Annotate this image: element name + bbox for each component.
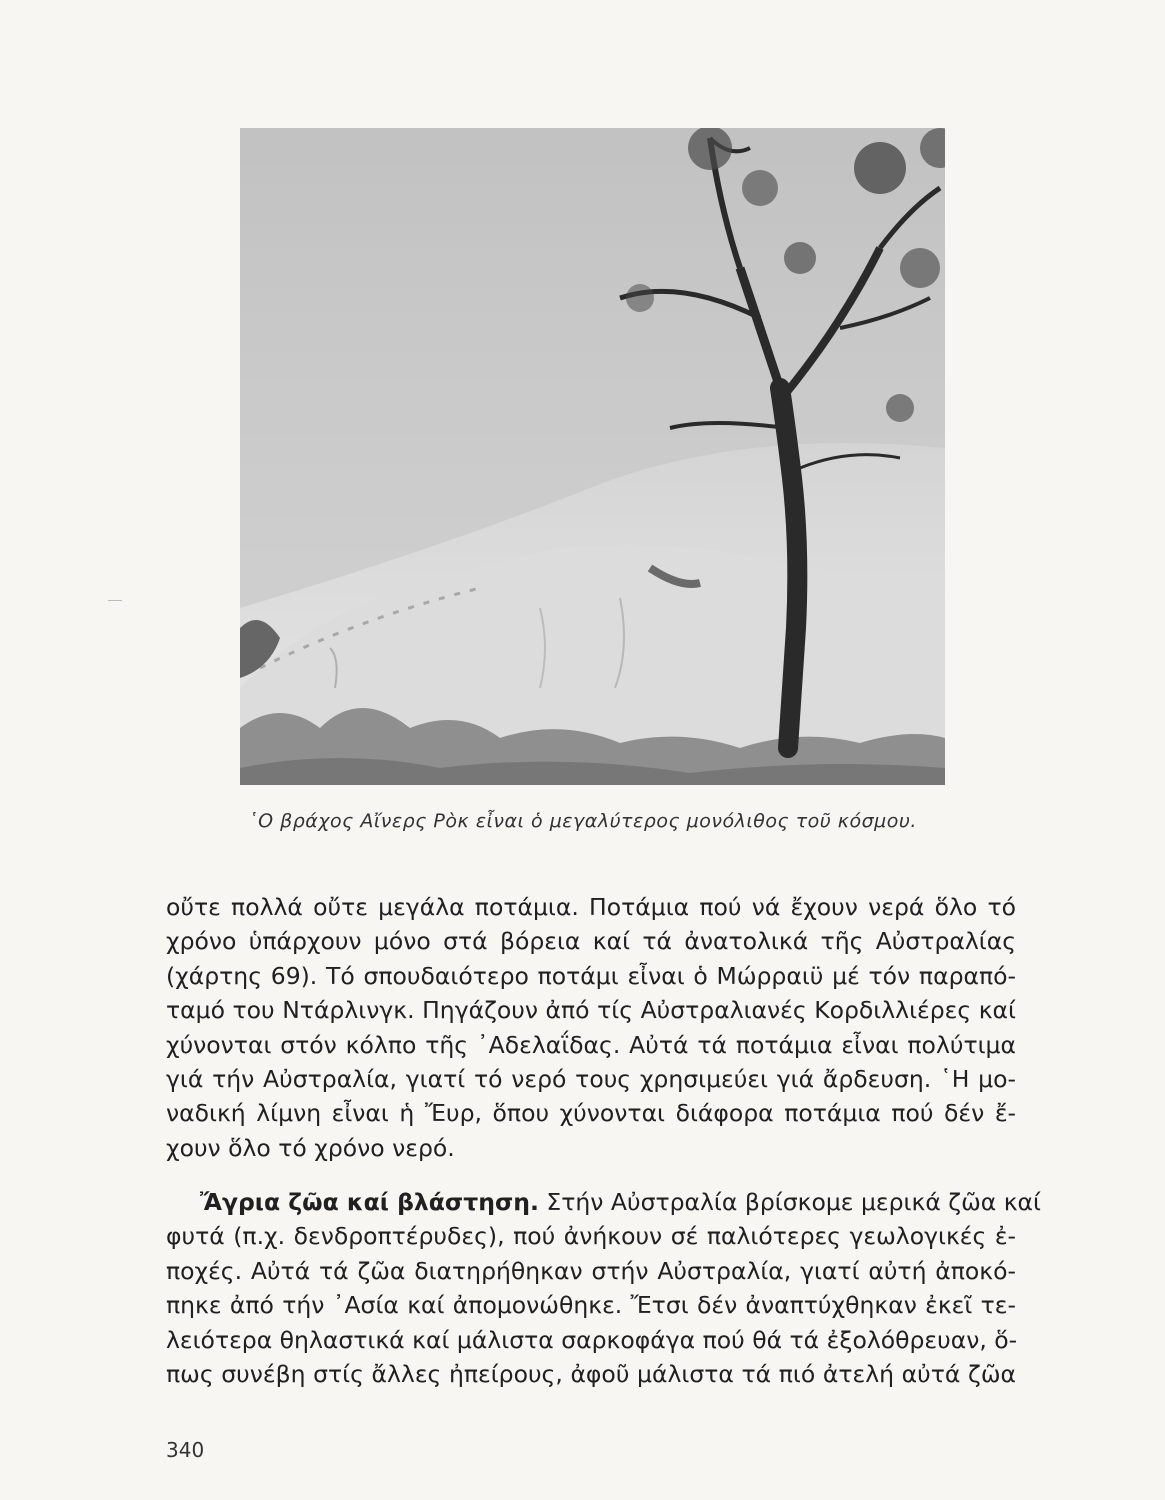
text-line [166,1185,1041,1219]
text-line: χύνονται στόν κόλπο τῆς ᾽Αδελαΐδας. Αὐτά τά ποτάμια εἶναι πολύτιμα [166,1030,1016,1059]
text-line: ποχές. Αὐτά τά ζῶα διατηρήθηκαν στήν Αὐστραλία, γιατί αὐτή ἀποκό- [166,1256,1016,1285]
photo-rock-tree-icon [240,128,945,785]
photo-caption: ῾Ο βράχος Αἴνερς Ρὸκ εἶναι ὁ μεγαλύτερος μονόλιθος τοῦ κόσμου. [248,810,917,832]
text-line: οὔτε πολλά οὔτε μεγάλα ποτάμια. Ποτάμια πού νά ἔχουν νερά ὅλο τό [166,893,1016,921]
text-line: ταμό του Ντάρλινγκ. Πηγάζουν ἀπό τίς Αὐστραλιανές Κορδιλλιέρες καί [166,996,1016,1025]
photograph [240,128,945,785]
paragraph-wildlife [166,1185,1041,1391]
text-line: (χάρτης 69). Τό σπουδαιότερο ποτάμι εἶναι ὁ Μώρραιϋ μέ τόν παραπό- [166,961,1016,990]
text-line: χουν ὅλο τό χρόνο νερό. [166,1133,455,1162]
margin-mark [108,600,122,601]
text-line: χρόνο ὑπάρχουν μόνο στά βόρεια καί τά ἀνατολικά τῆς Αὐστραλίας [166,927,1016,956]
text-line: γιά τήν Αὐστραλία, γιατί τό νερό τους χρησιμεύει γιά ἄρδευση. ῾Η μο- [166,1065,1016,1094]
text-line: φυτά (π.χ. δενδροπτέρυδες), πού ἀνήκουν σέ παλιότερες γεωλογικές ἐ- [166,1222,1016,1251]
section-heading: Ἄγρια ζῶα καί βλάστηση. [200,1188,539,1216]
page-number: 340 [166,1438,205,1462]
paragraph-rivers [166,890,1016,1165]
text-line: πηκε ἀπό τήν ᾽Ασία καί ἀπομονώθηκε. Ἔτσι δέν ἀναπτύχθηκαν ἐκεῖ τε- [166,1291,1016,1320]
text-line: λειότερα θηλαστικά καί μάλιστα σαρκοφάγα πού θά τά ἐξολόθρευαν, ὅ- [166,1325,1018,1354]
text-line: πως συνέβη στίς ἄλλες ἠπείρους, ἀφοῦ μάλιστα τά πιό ἀτελή αὐτά ζῶα [166,1360,1016,1389]
text-run: Στήν Αὐστραλία βρίσκομε μερικά ζῶα καί [538,1188,1041,1216]
text-line: ναδική λίμνη εἶναι ἡ Ἔυρ, ὅπου χύνονται διάφορα ποτάμια πού δέν ἔ- [166,1099,1016,1128]
